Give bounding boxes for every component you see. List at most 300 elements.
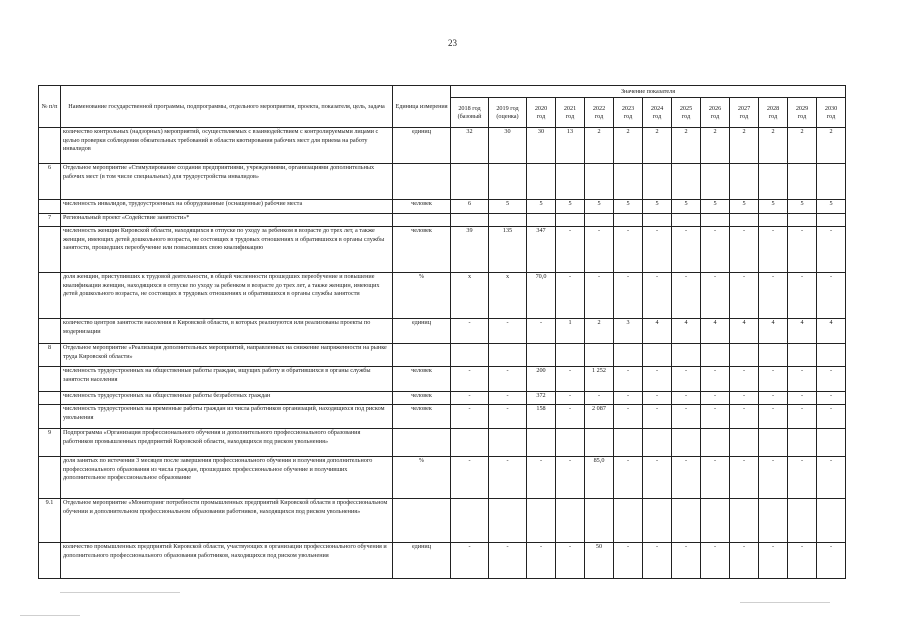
- value-cell: -: [817, 405, 846, 429]
- value-cell: -: [701, 405, 730, 429]
- value-cell: 2: [585, 128, 614, 164]
- header-year-sub: год: [652, 112, 662, 120]
- value-cell: 5: [730, 200, 759, 214]
- scan-artifact: [740, 602, 830, 603]
- value-cell: -: [701, 273, 730, 319]
- value-cell: -: [489, 405, 527, 429]
- header-year-sub: год: [739, 112, 749, 120]
- value-cell: -: [817, 227, 846, 273]
- value-cell: -: [585, 227, 614, 273]
- value-cell: 2 087: [585, 405, 614, 429]
- value-cell: 2: [701, 128, 730, 164]
- section-row: [39, 164, 846, 200]
- value-cell: -: [585, 273, 614, 319]
- header-year-label: 2027: [737, 104, 751, 112]
- value-cell: [527, 164, 556, 200]
- header-year-label: 2025: [679, 104, 693, 112]
- unit-cell: [393, 164, 451, 200]
- section-title: Отдельное мероприятие «Реализация дополнительных мероприятий, направленных на снижение напряженности на рынке труда Кировской области»: [61, 344, 393, 367]
- value-cell: [817, 214, 846, 227]
- value-cell: [672, 214, 701, 227]
- value-cell: -: [672, 543, 701, 579]
- value-cell: -: [672, 405, 701, 429]
- value-cell: -: [788, 543, 817, 579]
- row-number: [39, 405, 61, 429]
- row-number: 6: [39, 164, 61, 200]
- value-cell: 2: [585, 319, 614, 344]
- header-year-sub: год: [768, 112, 778, 120]
- value-cell: -: [788, 392, 817, 405]
- value-cell: -: [451, 392, 489, 405]
- value-cell: -: [614, 405, 643, 429]
- value-cell: [614, 429, 643, 457]
- row-number: [39, 457, 61, 499]
- unit-cell: человек: [393, 227, 451, 273]
- page-number: 23: [448, 38, 457, 48]
- value-cell: -: [556, 405, 585, 429]
- header-year-sub: (оценка): [496, 112, 519, 120]
- value-cell: [643, 214, 672, 227]
- row-number: 9.1: [39, 499, 61, 543]
- value-cell: [817, 429, 846, 457]
- value-cell: -: [759, 367, 788, 392]
- value-cell: -: [788, 273, 817, 319]
- value-cell: -: [817, 543, 846, 579]
- value-cell: -: [672, 457, 701, 499]
- value-cell: 5: [556, 200, 585, 214]
- value-cell: [788, 499, 817, 543]
- header-year-label: 2028: [766, 104, 780, 112]
- value-cell: -: [817, 273, 846, 319]
- header-year: [527, 98, 556, 128]
- value-cell: [788, 214, 817, 227]
- value-cell: [489, 344, 527, 367]
- value-cell: -: [556, 367, 585, 392]
- header-year: [759, 98, 788, 128]
- value-cell: [556, 344, 585, 367]
- value-cell: -: [643, 543, 672, 579]
- value-cell: [817, 499, 846, 543]
- section-title: Подпрограмма «Организация профессионального обучения и дополнительного профессионального образования работников промышленных предприятий Кировской области, находящихся под риском увольнения»: [61, 429, 393, 457]
- value-cell: -: [489, 457, 527, 499]
- value-cell: [527, 499, 556, 543]
- header-year-sub: год: [623, 112, 633, 120]
- value-cell: [759, 344, 788, 367]
- scan-artifact: [20, 615, 80, 616]
- value-cell: -: [788, 367, 817, 392]
- value-cell: -: [643, 367, 672, 392]
- value-cell: 5: [489, 200, 527, 214]
- header-year-sub: (базовый: [457, 112, 482, 120]
- value-cell: -: [489, 392, 527, 405]
- value-cell: 4: [759, 319, 788, 344]
- unit-cell: [393, 344, 451, 367]
- row-number: [39, 227, 61, 273]
- value-cell: -: [451, 367, 489, 392]
- value-cell: [701, 499, 730, 543]
- value-cell: -: [759, 392, 788, 405]
- value-cell: 1: [556, 319, 585, 344]
- value-cell: 158: [527, 405, 556, 429]
- value-cell: -: [730, 457, 759, 499]
- indicator-name: численность инвалидов, трудоустроенных на оборудованные (оснащенные) рабочие места: [61, 200, 393, 214]
- value-cell: 2: [614, 128, 643, 164]
- value-cell: -: [614, 543, 643, 579]
- indicator-row: [39, 405, 846, 429]
- header-year: [672, 98, 701, 128]
- value-cell: [788, 429, 817, 457]
- header-year-label: 2023: [621, 104, 635, 112]
- value-cell: 5: [759, 200, 788, 214]
- value-cell: [817, 164, 846, 200]
- indicator-name: доля занятых по истечении 3 месяцев после завершения профессионального обучения и получения дополнительного профессионального образования из числа граждан, прошедших профессиональное обучение и получивших дополнительное профессиональное образование: [61, 457, 393, 499]
- value-cell: 6: [451, 200, 489, 214]
- row-number: 7: [39, 214, 61, 227]
- header-year-label: 2022: [592, 104, 606, 112]
- value-cell: -: [759, 273, 788, 319]
- value-cell: -: [730, 367, 759, 392]
- value-cell: 32: [451, 128, 489, 164]
- value-cell: -: [759, 227, 788, 273]
- value-cell: [489, 164, 527, 200]
- value-cell: [451, 429, 489, 457]
- value-cell: [672, 499, 701, 543]
- value-cell: 5: [788, 200, 817, 214]
- value-cell: [614, 344, 643, 367]
- section-title: Региональный проект «Содействие занятости»*: [61, 214, 393, 227]
- value-cell: -: [489, 319, 527, 344]
- section-title: Отдельное мероприятие «Мониторинг потребности промышленных предприятий Кировской области в профессиональном обучении и дополнительном профессиональном образовании работников, находящихся под риском увольнения»: [61, 499, 393, 543]
- value-cell: [643, 429, 672, 457]
- value-cell: [614, 164, 643, 200]
- header-year: [701, 98, 730, 128]
- row-number: [39, 273, 61, 319]
- value-cell: -: [817, 367, 846, 392]
- section-row: [39, 344, 846, 367]
- value-cell: -: [672, 227, 701, 273]
- value-cell: 4: [643, 319, 672, 344]
- value-cell: [527, 214, 556, 227]
- unit-cell: [393, 214, 451, 227]
- value-cell: [730, 214, 759, 227]
- value-cell: [701, 214, 730, 227]
- header-year: [556, 98, 585, 128]
- header-year-sub: год: [797, 112, 807, 120]
- value-cell: [451, 164, 489, 200]
- header-year-label: 2019 год: [496, 104, 519, 112]
- value-cell: -: [643, 405, 672, 429]
- value-cell: 13: [556, 128, 585, 164]
- value-cell: 50: [585, 543, 614, 579]
- value-cell: -: [730, 273, 759, 319]
- value-cell: 4: [701, 319, 730, 344]
- indicator-row: [39, 457, 846, 499]
- value-cell: -: [643, 227, 672, 273]
- value-cell: [672, 429, 701, 457]
- value-cell: -: [451, 543, 489, 579]
- header-year-sub: год: [565, 112, 575, 120]
- value-cell: 2: [759, 128, 788, 164]
- value-cell: 5: [817, 200, 846, 214]
- value-cell: [730, 429, 759, 457]
- value-cell: [701, 344, 730, 367]
- value-cell: -: [556, 273, 585, 319]
- value-cell: 39: [451, 227, 489, 273]
- value-cell: -: [759, 405, 788, 429]
- indicator-name: доля женщин, приступивших к трудовой деятельности, в общей численности прошедших переобучение и повышение квалификации женщин, находящихся в отпуске по уходу за ребенком в возрасте до трех лет, а также женщин, имеющих детей дошкольного возраста, не состоящих в трудовых отношениях и обратившихся в органы службы занятости: [61, 273, 393, 319]
- value-cell: [817, 344, 846, 367]
- unit-cell: %: [393, 457, 451, 499]
- header-year-sub: год: [594, 112, 604, 120]
- value-cell: -: [730, 543, 759, 579]
- indicator-name: количество промышленных предприятий Кировской области, участвующих в организации профессионального обучения и дополнительного профессионального образования работников, находящихся под риском увольнения: [61, 543, 393, 579]
- indicator-row: [39, 367, 846, 392]
- value-cell: -: [730, 227, 759, 273]
- value-cell: -: [730, 405, 759, 429]
- value-cell: -: [701, 367, 730, 392]
- value-cell: -: [614, 457, 643, 499]
- section-row: [39, 499, 846, 543]
- value-cell: 5: [527, 200, 556, 214]
- value-cell: 200: [527, 367, 556, 392]
- value-cell: -: [451, 457, 489, 499]
- value-cell: 85,0: [585, 457, 614, 499]
- value-cell: [556, 429, 585, 457]
- scan-artifact: [60, 592, 180, 593]
- row-number: [39, 367, 61, 392]
- value-cell: -: [643, 273, 672, 319]
- value-cell: 30: [489, 128, 527, 164]
- header-year-label: 2024: [650, 104, 664, 112]
- value-cell: 2: [643, 128, 672, 164]
- indicator-row: [39, 200, 846, 214]
- value-cell: x: [451, 273, 489, 319]
- value-cell: [759, 499, 788, 543]
- indicator-row: [39, 392, 846, 405]
- value-cell: -: [585, 392, 614, 405]
- unit-cell: человек: [393, 392, 451, 405]
- value-cell: -: [701, 392, 730, 405]
- value-cell: -: [556, 543, 585, 579]
- section-title: Отдельное мероприятие «Стимулирование создания предприятиями, учреждениями, организациями дополнительных рабочих мест (в том числе специальных) для трудоустройства инвалидов»: [61, 164, 393, 200]
- value-cell: [451, 499, 489, 543]
- header-year-label: 2026: [708, 104, 722, 112]
- row-number: 9: [39, 429, 61, 457]
- header-year-label: 2029: [795, 104, 809, 112]
- value-cell: 4: [817, 319, 846, 344]
- value-cell: -: [788, 405, 817, 429]
- value-cell: 1 252: [585, 367, 614, 392]
- header-unit: Единица измерения: [393, 86, 451, 128]
- value-cell: [643, 499, 672, 543]
- value-cell: 2: [672, 128, 701, 164]
- unit-cell: единиц: [393, 543, 451, 579]
- value-cell: -: [527, 319, 556, 344]
- value-cell: [759, 214, 788, 227]
- header-year-sub: год: [536, 112, 546, 120]
- value-cell: -: [614, 367, 643, 392]
- indicator-name: численность трудоустроенных на общественные работы граждан, ищущих работу и обратившихся в органы службы занятости населения: [61, 367, 393, 392]
- value-cell: 5: [614, 200, 643, 214]
- value-cell: 5: [643, 200, 672, 214]
- header-year-sub: год: [681, 112, 691, 120]
- value-cell: 5: [672, 200, 701, 214]
- header-year: [643, 98, 672, 128]
- row-number: 8: [39, 344, 61, 367]
- value-cell: -: [730, 392, 759, 405]
- indicator-row: [39, 543, 846, 579]
- row-number: [39, 392, 61, 405]
- indicator-name: численность трудоустроенных на общественные работы безработных граждан: [61, 392, 393, 405]
- value-cell: [585, 344, 614, 367]
- section-row: [39, 214, 846, 227]
- indicator-name: количество центров занятости населения в Кировской области, в которых реализуются или реализованы проекты по модернизации: [61, 319, 393, 344]
- indicator-name: численность женщин Кировской области, находящихся в отпуске по уходу за ребенком в возрасте до трех лет, а также женщин, имеющих детей дошкольного возраста, не состоящих в трудовых отношениях и обратившихся в органы службы занятости, прошедших переобучение или повысивших свою квалификацию: [61, 227, 393, 273]
- indicator-row: [39, 128, 846, 164]
- unit-cell: человек: [393, 405, 451, 429]
- header-year: [489, 98, 527, 128]
- header-year: [614, 98, 643, 128]
- value-cell: 2: [817, 128, 846, 164]
- value-cell: [759, 164, 788, 200]
- indicator-row: [39, 227, 846, 273]
- value-cell: -: [527, 457, 556, 499]
- value-cell: 4: [672, 319, 701, 344]
- value-cell: 2: [730, 128, 759, 164]
- value-cell: -: [672, 392, 701, 405]
- header-year-label: 2021: [563, 104, 577, 112]
- value-cell: [527, 429, 556, 457]
- unit-cell: единиц: [393, 319, 451, 344]
- header-year: [730, 98, 759, 128]
- header-year-label: 2020: [534, 104, 548, 112]
- value-cell: -: [759, 543, 788, 579]
- value-cell: -: [788, 457, 817, 499]
- value-cell: [614, 499, 643, 543]
- value-cell: -: [701, 457, 730, 499]
- value-cell: [788, 164, 817, 200]
- value-cell: 347: [527, 227, 556, 273]
- row-number: [39, 543, 61, 579]
- value-cell: -: [643, 457, 672, 499]
- value-cell: [489, 214, 527, 227]
- value-cell: 5: [585, 200, 614, 214]
- value-cell: -: [672, 367, 701, 392]
- value-cell: 30: [527, 128, 556, 164]
- value-cell: -: [489, 543, 527, 579]
- unit-cell: [393, 499, 451, 543]
- value-cell: -: [556, 392, 585, 405]
- value-cell: x: [489, 273, 527, 319]
- unit-cell: %: [393, 273, 451, 319]
- value-cell: [489, 429, 527, 457]
- value-cell: [643, 344, 672, 367]
- indicator-row: [39, 319, 846, 344]
- value-cell: -: [817, 457, 846, 499]
- value-cell: -: [451, 405, 489, 429]
- indicators-table: [38, 85, 846, 579]
- value-cell: [451, 344, 489, 367]
- value-cell: [643, 164, 672, 200]
- value-cell: [585, 429, 614, 457]
- value-cell: [585, 499, 614, 543]
- value-cell: 70,0: [527, 273, 556, 319]
- value-cell: [585, 214, 614, 227]
- value-cell: 5: [701, 200, 730, 214]
- value-cell: [556, 499, 585, 543]
- header-values: Значение показателя: [451, 86, 846, 98]
- indicator-row: [39, 273, 846, 319]
- indicator-name: количество контрольных (надзорных) мероприятий, осуществляемых с взаимодействием с контролируемыми лицами с целью проверки соблюдения обязательных требований в области квотирования рабочих мест для приема на работу инвалидов: [61, 128, 393, 164]
- value-cell: -: [817, 392, 846, 405]
- value-cell: [701, 429, 730, 457]
- unit-cell: [393, 429, 451, 457]
- header-year-sub: год: [826, 112, 836, 120]
- value-cell: [451, 214, 489, 227]
- value-cell: [730, 499, 759, 543]
- value-cell: [701, 164, 730, 200]
- section-row: [39, 429, 846, 457]
- value-cell: [672, 344, 701, 367]
- header-year: [585, 98, 614, 128]
- row-number: [39, 128, 61, 164]
- value-cell: [730, 344, 759, 367]
- header-year-label: 2018 год: [458, 104, 481, 112]
- value-cell: 4: [788, 319, 817, 344]
- header-no: № п/п: [39, 86, 61, 128]
- unit-cell: человек: [393, 367, 451, 392]
- value-cell: [527, 344, 556, 367]
- header-year: [451, 98, 489, 128]
- value-cell: [614, 214, 643, 227]
- value-cell: -: [643, 392, 672, 405]
- unit-cell: единиц: [393, 128, 451, 164]
- indicator-name: численность трудоустроенных на временные работы граждан из числа работников организаций, находящихся под риском увольнения: [61, 405, 393, 429]
- value-cell: -: [614, 273, 643, 319]
- value-cell: 3: [614, 319, 643, 344]
- value-cell: [489, 499, 527, 543]
- value-cell: [788, 344, 817, 367]
- header-name: Наименование государственной программы, подпрограммы, отдельного мероприятия, проекта, показателя, цель, задача: [61, 86, 393, 128]
- value-cell: -: [788, 227, 817, 273]
- value-cell: [556, 214, 585, 227]
- value-cell: -: [672, 273, 701, 319]
- unit-cell: человек: [393, 200, 451, 214]
- value-cell: 4: [730, 319, 759, 344]
- value-cell: -: [701, 227, 730, 273]
- header-year-sub: год: [710, 112, 720, 120]
- value-cell: -: [614, 227, 643, 273]
- value-cell: -: [556, 227, 585, 273]
- value-cell: -: [556, 457, 585, 499]
- header-year: [817, 98, 846, 128]
- row-number: [39, 200, 61, 214]
- value-cell: -: [451, 319, 489, 344]
- value-cell: 135: [489, 227, 527, 273]
- value-cell: -: [701, 543, 730, 579]
- header-year: [788, 98, 817, 128]
- value-cell: -: [614, 392, 643, 405]
- value-cell: [730, 164, 759, 200]
- header-year-label: 2030: [824, 104, 838, 112]
- value-cell: 372: [527, 392, 556, 405]
- value-cell: [759, 429, 788, 457]
- value-cell: [556, 164, 585, 200]
- value-cell: -: [759, 457, 788, 499]
- value-cell: [585, 164, 614, 200]
- value-cell: -: [527, 543, 556, 579]
- value-cell: -: [489, 367, 527, 392]
